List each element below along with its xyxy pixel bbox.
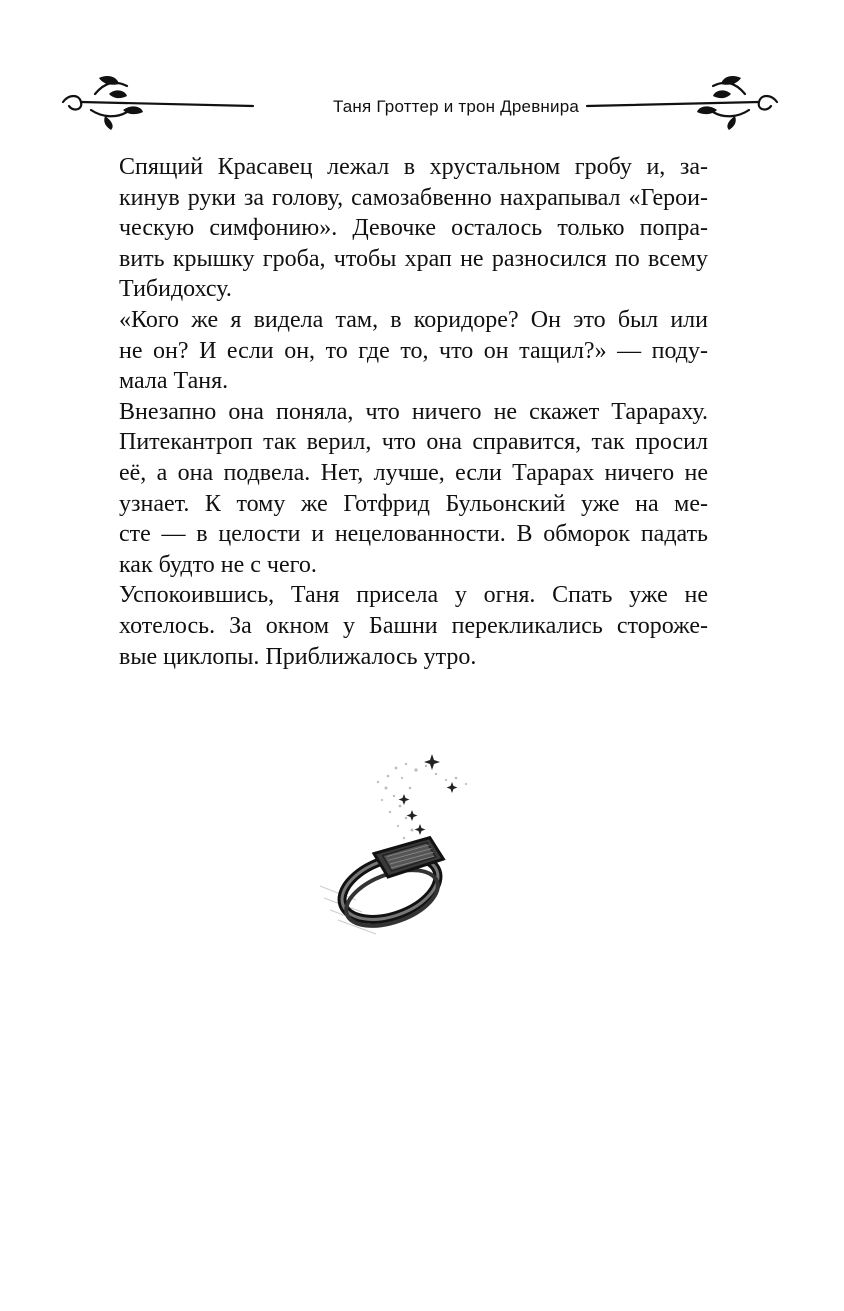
text-line: Спящий Красавец лежал в хрустальном гробу и, за- [119, 154, 708, 180]
text-line: вить крышку гроба, чтобы храп не разносился по всему [119, 245, 708, 272]
text-line: вые циклопы. Приближалось утро. [119, 643, 477, 670]
text-line: мала Таня. [119, 368, 229, 395]
paragraph [88, 305, 708, 397]
paragraph [88, 580, 708, 672]
text-line: не он? И если он, то где то, что он тащил?» — поду- [119, 337, 708, 364]
ring-icon [316, 748, 496, 948]
text-line: как будто не с чего. [119, 551, 317, 578]
text-line: ческую симфонию». Девочке осталось только попра- [119, 215, 708, 242]
paragraph [88, 397, 708, 581]
text-line: Питекантроп так верил, что она справится, так просил [119, 429, 708, 456]
text-line: сте — в целости и нецелованности. В обморок падать [119, 521, 708, 548]
text-line: «Кого же я видела там, в коридоре? Он это был или [119, 306, 708, 333]
text-line: узнает. К тому же Готфрид Бульонский уже на ме- [119, 490, 708, 517]
body-text [88, 152, 708, 672]
running-title: Таня Гроттер и трон Древнира [332, 97, 580, 116]
running-header [55, 72, 785, 132]
text-line: Внезапно она поняла, что ничего не скажет Тарараху. [119, 398, 708, 425]
text-line: её, а она подвела. Нет, лучше, если Тарарах ничего не [119, 459, 708, 486]
magic-ring-illustration [316, 748, 496, 948]
text-line: кинув руки за голову, самозабвенно нахрапывал «Герои- [119, 184, 708, 211]
paragraph [88, 152, 708, 305]
text-line: Тибидохсу. [119, 276, 232, 303]
text-line: Успокоившись, Таня присела у огня. Спать уже не [119, 582, 708, 609]
text-line: хотелось. За окном у Башни перекликались стороже- [119, 612, 708, 639]
